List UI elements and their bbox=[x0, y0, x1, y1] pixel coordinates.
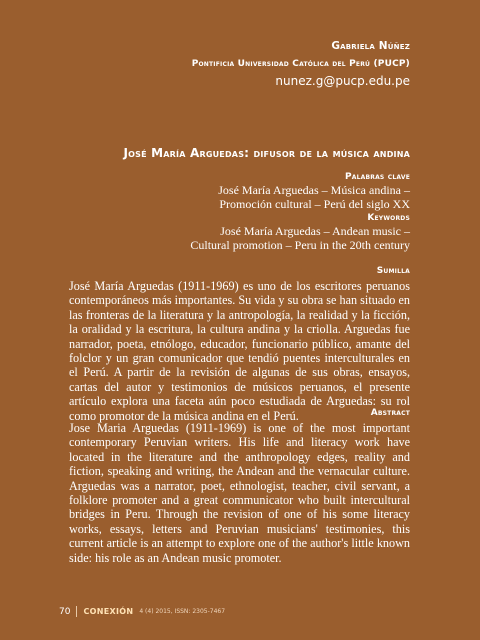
author-email[interactable]: nunez.g@pucp.edu.pe bbox=[275, 74, 410, 88]
author-affiliation: Pontificia Universidad Católica del Perú (PUCP) bbox=[191, 59, 410, 69]
keywords-en-line: José María Arguedas – Andean music – bbox=[220, 224, 410, 238]
page-number: 70 bbox=[59, 606, 71, 617]
abstract-paragraph: Jose Maria Arguedas (1911-1969) is one of the most important contemporary Peruvian writers. His life and literacy work have located in the literature and the anthropology edges, reality and fiction, speaking and writing, the Andean and the vernacular culture. Arguedas was a narrator, poet, ethnologist, teacher, civil servant, a folklore promoter and a great communicator who built intercultural bridges in Peru. Through the revision of one of his some literacy works, essays, letters and Peruvian musicians' testimonies, this current article is an attempt to explore one of the author's little known side: his role as an Andean music promoter. bbox=[69, 421, 410, 565]
footer-divider bbox=[76, 606, 77, 617]
sumilla-paragraph: José María Arguedas (1911-1969) es uno de los escritores peruanos contemporáneos más importantes. Su vida y su obra se han situado en las fronteras de la literatura y la antropología, la realidad y la ficción, la oralidad y la escritura, la cultura andina y la criolla. Arguedas fue narrador, poeta, etnólogo, educador, funcionario público, amante del folclor y un gran comunicador que tendió puentes interculturales en el Perú. A partir de la revisión de algunas de sus obras, ensayos, cartas del autor y testimonios de músicos peruanos, el presente artículo explora una faceta aún poco estudiada de Arguedas: su rol como promotor de la música andina en el Perú. bbox=[69, 279, 410, 423]
abstract-heading: Abstract bbox=[370, 408, 410, 418]
keywords-es-line: José María Arguedas – Música andina – bbox=[218, 183, 410, 197]
keywords-en-label: Keywords bbox=[367, 213, 410, 223]
journal-issue-info: 4 (4) 2015, ISSN: 2305-7467 bbox=[139, 608, 226, 615]
keywords-es-label: Palabras clave bbox=[344, 172, 410, 182]
journal-name: CONEXIÓN bbox=[83, 607, 134, 616]
author-name: Gabriela Núñez bbox=[331, 40, 410, 52]
keywords-en-line: Cultural promotion – Peru in the 20th century bbox=[190, 238, 410, 252]
page-footer bbox=[59, 606, 225, 617]
article-title: José María Arguedas: difusor de la música andina bbox=[123, 146, 410, 160]
keywords-es-line: Promoción cultural – Perú del siglo XX bbox=[219, 197, 410, 211]
sumilla-heading: Sumilla bbox=[376, 266, 410, 276]
